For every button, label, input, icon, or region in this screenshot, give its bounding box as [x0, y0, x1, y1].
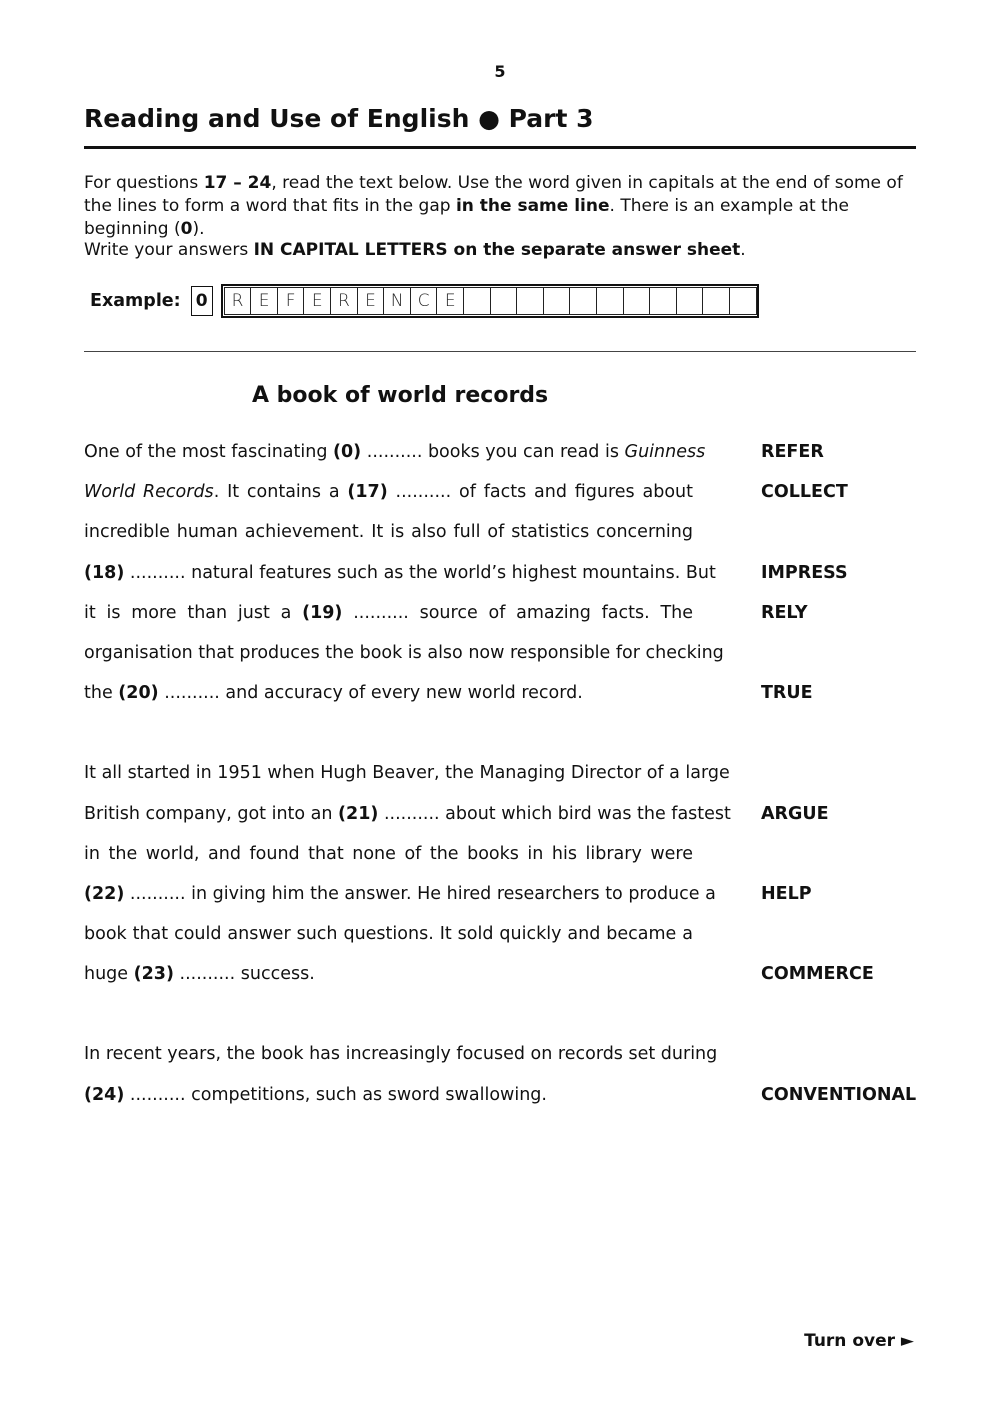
- text-segment: organisation that produces the book is also now responsible for checking: [84, 643, 724, 663]
- keyword: COMMERCE: [761, 964, 874, 984]
- text-segment: British company, got into an: [84, 804, 339, 824]
- keyword: REFER: [761, 442, 824, 462]
- text-line: [84, 922, 693, 946]
- text-line: [84, 1083, 693, 1107]
- text-segment: incredible human achievement. It is also full of statistics concerning: [84, 522, 693, 542]
- keyword: IMPRESS: [761, 563, 848, 583]
- keyword: TRUE: [761, 683, 813, 703]
- text-line: [84, 601, 693, 625]
- text-line: [84, 802, 731, 826]
- example-letter-cell: [516, 287, 544, 315]
- text-segment: .......... of facts and figures about: [387, 482, 693, 502]
- example-letter-cell: E: [303, 287, 331, 315]
- keyword: CONVENTIONAL: [761, 1085, 917, 1105]
- text-line: [84, 842, 693, 866]
- example-label: Example:: [90, 291, 181, 311]
- example-letter-cell: E: [436, 287, 464, 315]
- text-segment: .......... competitions, such as sword swallowing.: [124, 1085, 547, 1105]
- text-segment: huge: [84, 964, 134, 984]
- text-segment: in the world, and found that none of the books in his library were: [84, 844, 693, 864]
- text-segment: One of the most fascinating: [84, 442, 333, 462]
- example-number-box: 0: [191, 286, 213, 316]
- section-divider: [84, 351, 916, 352]
- text-segment: .......... in giving him the answer. He hired researchers to produce a: [124, 884, 716, 904]
- text-segment: .......... natural features such as the world’s highest mountains. But: [124, 563, 716, 583]
- text-line: [84, 761, 730, 785]
- keyword: HELP: [761, 884, 812, 904]
- example-letter-cell: [702, 287, 730, 315]
- text-segment: . It contains a: [213, 482, 348, 502]
- example-letter-cell: R: [224, 287, 252, 315]
- text-segment: book that could answer such questions. It sold quickly and became a: [84, 924, 693, 944]
- text-line: [84, 681, 693, 705]
- text-line: [84, 480, 693, 504]
- keyword: COLLECT: [761, 482, 848, 502]
- gap-number: (20): [118, 683, 159, 703]
- text-line: [84, 520, 693, 544]
- example-letter-cell: [463, 287, 491, 315]
- title-underline: [84, 146, 916, 149]
- example-letter-cell: E: [250, 287, 278, 315]
- text-segment: .......... books you can read is: [361, 442, 625, 462]
- keyword: ARGUE: [761, 804, 829, 824]
- example-letter-cell: [596, 287, 624, 315]
- example-letter-cell: [676, 287, 704, 315]
- gap-number: (17): [347, 482, 388, 502]
- text-segment: It all started in 1951 when Hugh Beaver, the Managing Director of a large: [84, 763, 730, 783]
- gap-number: (22): [84, 884, 125, 904]
- gap-number: (21): [338, 804, 379, 824]
- text-segment: .......... and accuracy of every new world record.: [158, 683, 583, 703]
- text-line: [84, 641, 724, 665]
- keyword: RELY: [761, 603, 808, 623]
- example-row: [90, 284, 759, 318]
- text-segment: it is more than just a: [84, 603, 303, 623]
- example-letter-cell: [729, 287, 757, 315]
- gap-number: (23): [133, 964, 174, 984]
- example-letter-cell: F: [277, 287, 305, 315]
- gap-number: (19): [302, 603, 343, 623]
- text-line: [84, 561, 716, 585]
- text-line: [84, 962, 693, 986]
- example-answer-grid: [221, 284, 759, 318]
- example-letter-cell: E: [357, 287, 385, 315]
- text-segment: .......... success.: [173, 964, 315, 984]
- example-letter-cell: R: [330, 287, 358, 315]
- text-line: [84, 882, 716, 906]
- text-segment: World Records: [84, 482, 214, 502]
- example-letter-cell: N: [383, 287, 411, 315]
- page-number: 5: [494, 62, 506, 81]
- text-segment: .......... about which bird was the fastest: [378, 804, 731, 824]
- text-segment: .......... source of amazing facts. The: [342, 603, 693, 623]
- turn-over-label: Turn over ►: [804, 1331, 914, 1351]
- gap-number: (18): [84, 563, 125, 583]
- text-segment: the: [84, 683, 119, 703]
- text-segment: Guinness: [624, 442, 706, 462]
- text-line: [84, 440, 706, 464]
- example-letter-cell: [623, 287, 651, 315]
- answer-instructions: Write your answers IN CAPITAL LETTERS on the separate answer sheet.: [84, 240, 746, 260]
- text-title: A book of world records: [252, 383, 549, 408]
- example-letter-cell: [543, 287, 571, 315]
- text-segment: In recent years, the book has increasingly focused on records set during: [84, 1044, 718, 1064]
- text-line: [84, 1042, 718, 1066]
- gap-number: (0): [333, 442, 362, 462]
- instructions-paragraph: For questions 17 – 24, read the text below. Use the word given in capitals at the end of some of the lines to form a word that fits in the gap in the same line. There is an example at the beginning (0).: [84, 173, 903, 239]
- example-letter-cell: [649, 287, 677, 315]
- example-letter-cell: [569, 287, 597, 315]
- section-title: Reading and Use of English ● Part 3: [84, 104, 594, 133]
- example-letter-cell: [490, 287, 518, 315]
- gap-number: (24): [84, 1085, 125, 1105]
- example-letter-cell: C: [410, 287, 438, 315]
